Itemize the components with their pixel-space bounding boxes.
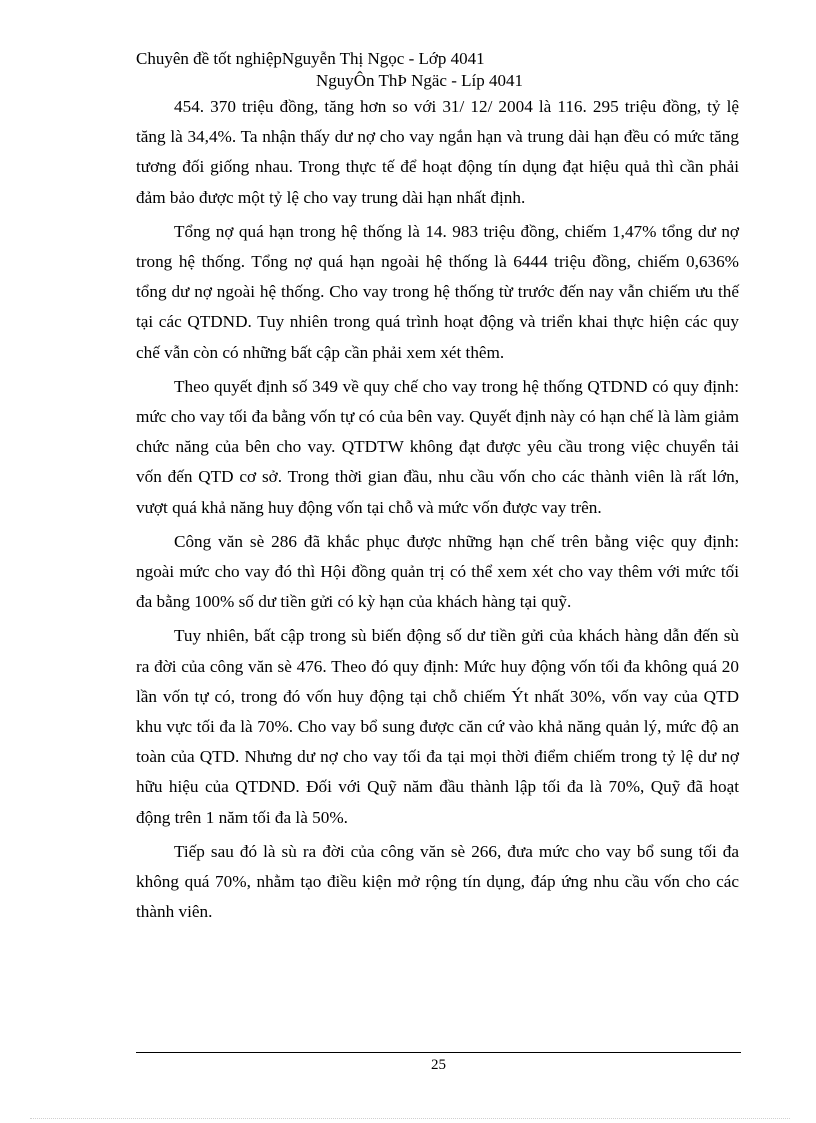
paragraph-3: Theo quyết định số 349 về quy chế cho vay trong hệ thống QTDND có quy định: mức cho vay tối đa bằng vốn tự có của bên vay. Quyết định này có hạn chế là làm giảm chức năng của bên cho vay. QTDTW không đạt được yêu cầu trong việc chuyển tải vốn đến QTD cơ sở. Trong thời gian đầu, nhu cầu vốn cho các thành viên là rất lớn, vượt quá khả năng huy động vốn tại chỗ và mức vốn được vay trên. <box>136 376 739 517</box>
page-number: 25 <box>431 1057 446 1073</box>
paragraph-4: Công văn sè 286 đã khắc phục được những hạn chế trên bằng việc quy định: ngoài mức cho vay đó thì Hội đồng quản trị có thể xem xét cho vay thêm với mức tối đa bằng 100% số dư tiền gửi có kỳ hạn của khách hàng tại quỹ. <box>136 531 739 612</box>
page-header <box>136 48 523 92</box>
paragraph-5: Tuy nhiên, bất cập trong sù biến động số dư tiền gửi của khách hàng dẫn đến sù ra đời của công văn sè 476. Theo đó quy định: Mức huy động vốn tối đa không quá 20 lần vốn tự có, trong đó vốn huy động tại chỗ chiếm Ýt nhất 30%, vốn vay của QTD khu vực tối đa là 70%. Cho vay bổ sung được căn cứ vào khả năng quản lý, mức độ an toàn của QTD. Nhưng dư nợ cho vay tối đa tại mọi thời điểm chiếm trong tỷ lệ dư nợ hữu hiệu của QTDND. Đối với Quỹ năm đầu thành lập tối đa là 70%, Quỹ đã hoạt động trên 1 năm tối đa là 50%. <box>136 626 739 827</box>
header-line-2: NguyÔn ThÞ Ngäc - Líp 4041 <box>316 71 523 90</box>
page-bottom-border <box>30 1118 790 1119</box>
paragraph-2: Tổng nợ quá hạn trong hệ thống là 14. 983 triệu đồng, chiếm 1,47% tổng dư nợ trong hệ thống. Tổng nợ quá hạn ngoài hệ thống là 6444 triệu đồng, chiếm 0,636% tổng dư nợ ngoài hệ thống. Cho vay trong hệ thống từ trước đến nay vẫn chiếm ưu thế tại các QTDND. Tuy nhiên trong quá trình hoạt động và triển khai thực hiện các quy chế vẫn còn có những bất cập cần phải xem xét thêm. <box>136 221 739 362</box>
paragraph-1: 454. 370 triệu đồng, tăng hơn so với 31/ 12/ 2004 là 116. 295 triệu đồng, tỷ lệ tăng là 34,4%. Ta nhận thấy dư nợ cho vay ngắn hạn và trung dài hạn đều có mức tăng tương đối giống nhau. Trong thực tế để hoạt động tín dụng đạt hiệu quả thì cần phải đảm bảo được một tỷ lệ cho vay trung dài hạn nhất định. <box>136 97 739 207</box>
body-text <box>136 92 739 931</box>
paragraph-6: Tiếp sau đó là sù ra đời của công văn sè 266, đưa mức cho vay bổ sung tối đa không quá 70%, nhằm tạo điều kiện mở rộng tín dụng, đáp ứng nhu cầu vốn cho các thành viên. <box>136 841 739 922</box>
header-line-1: Chuyên đề tốt nghiệpNguyễn Thị Ngọc - Lớp 4041 <box>136 49 485 68</box>
footer-divider <box>136 1052 741 1053</box>
